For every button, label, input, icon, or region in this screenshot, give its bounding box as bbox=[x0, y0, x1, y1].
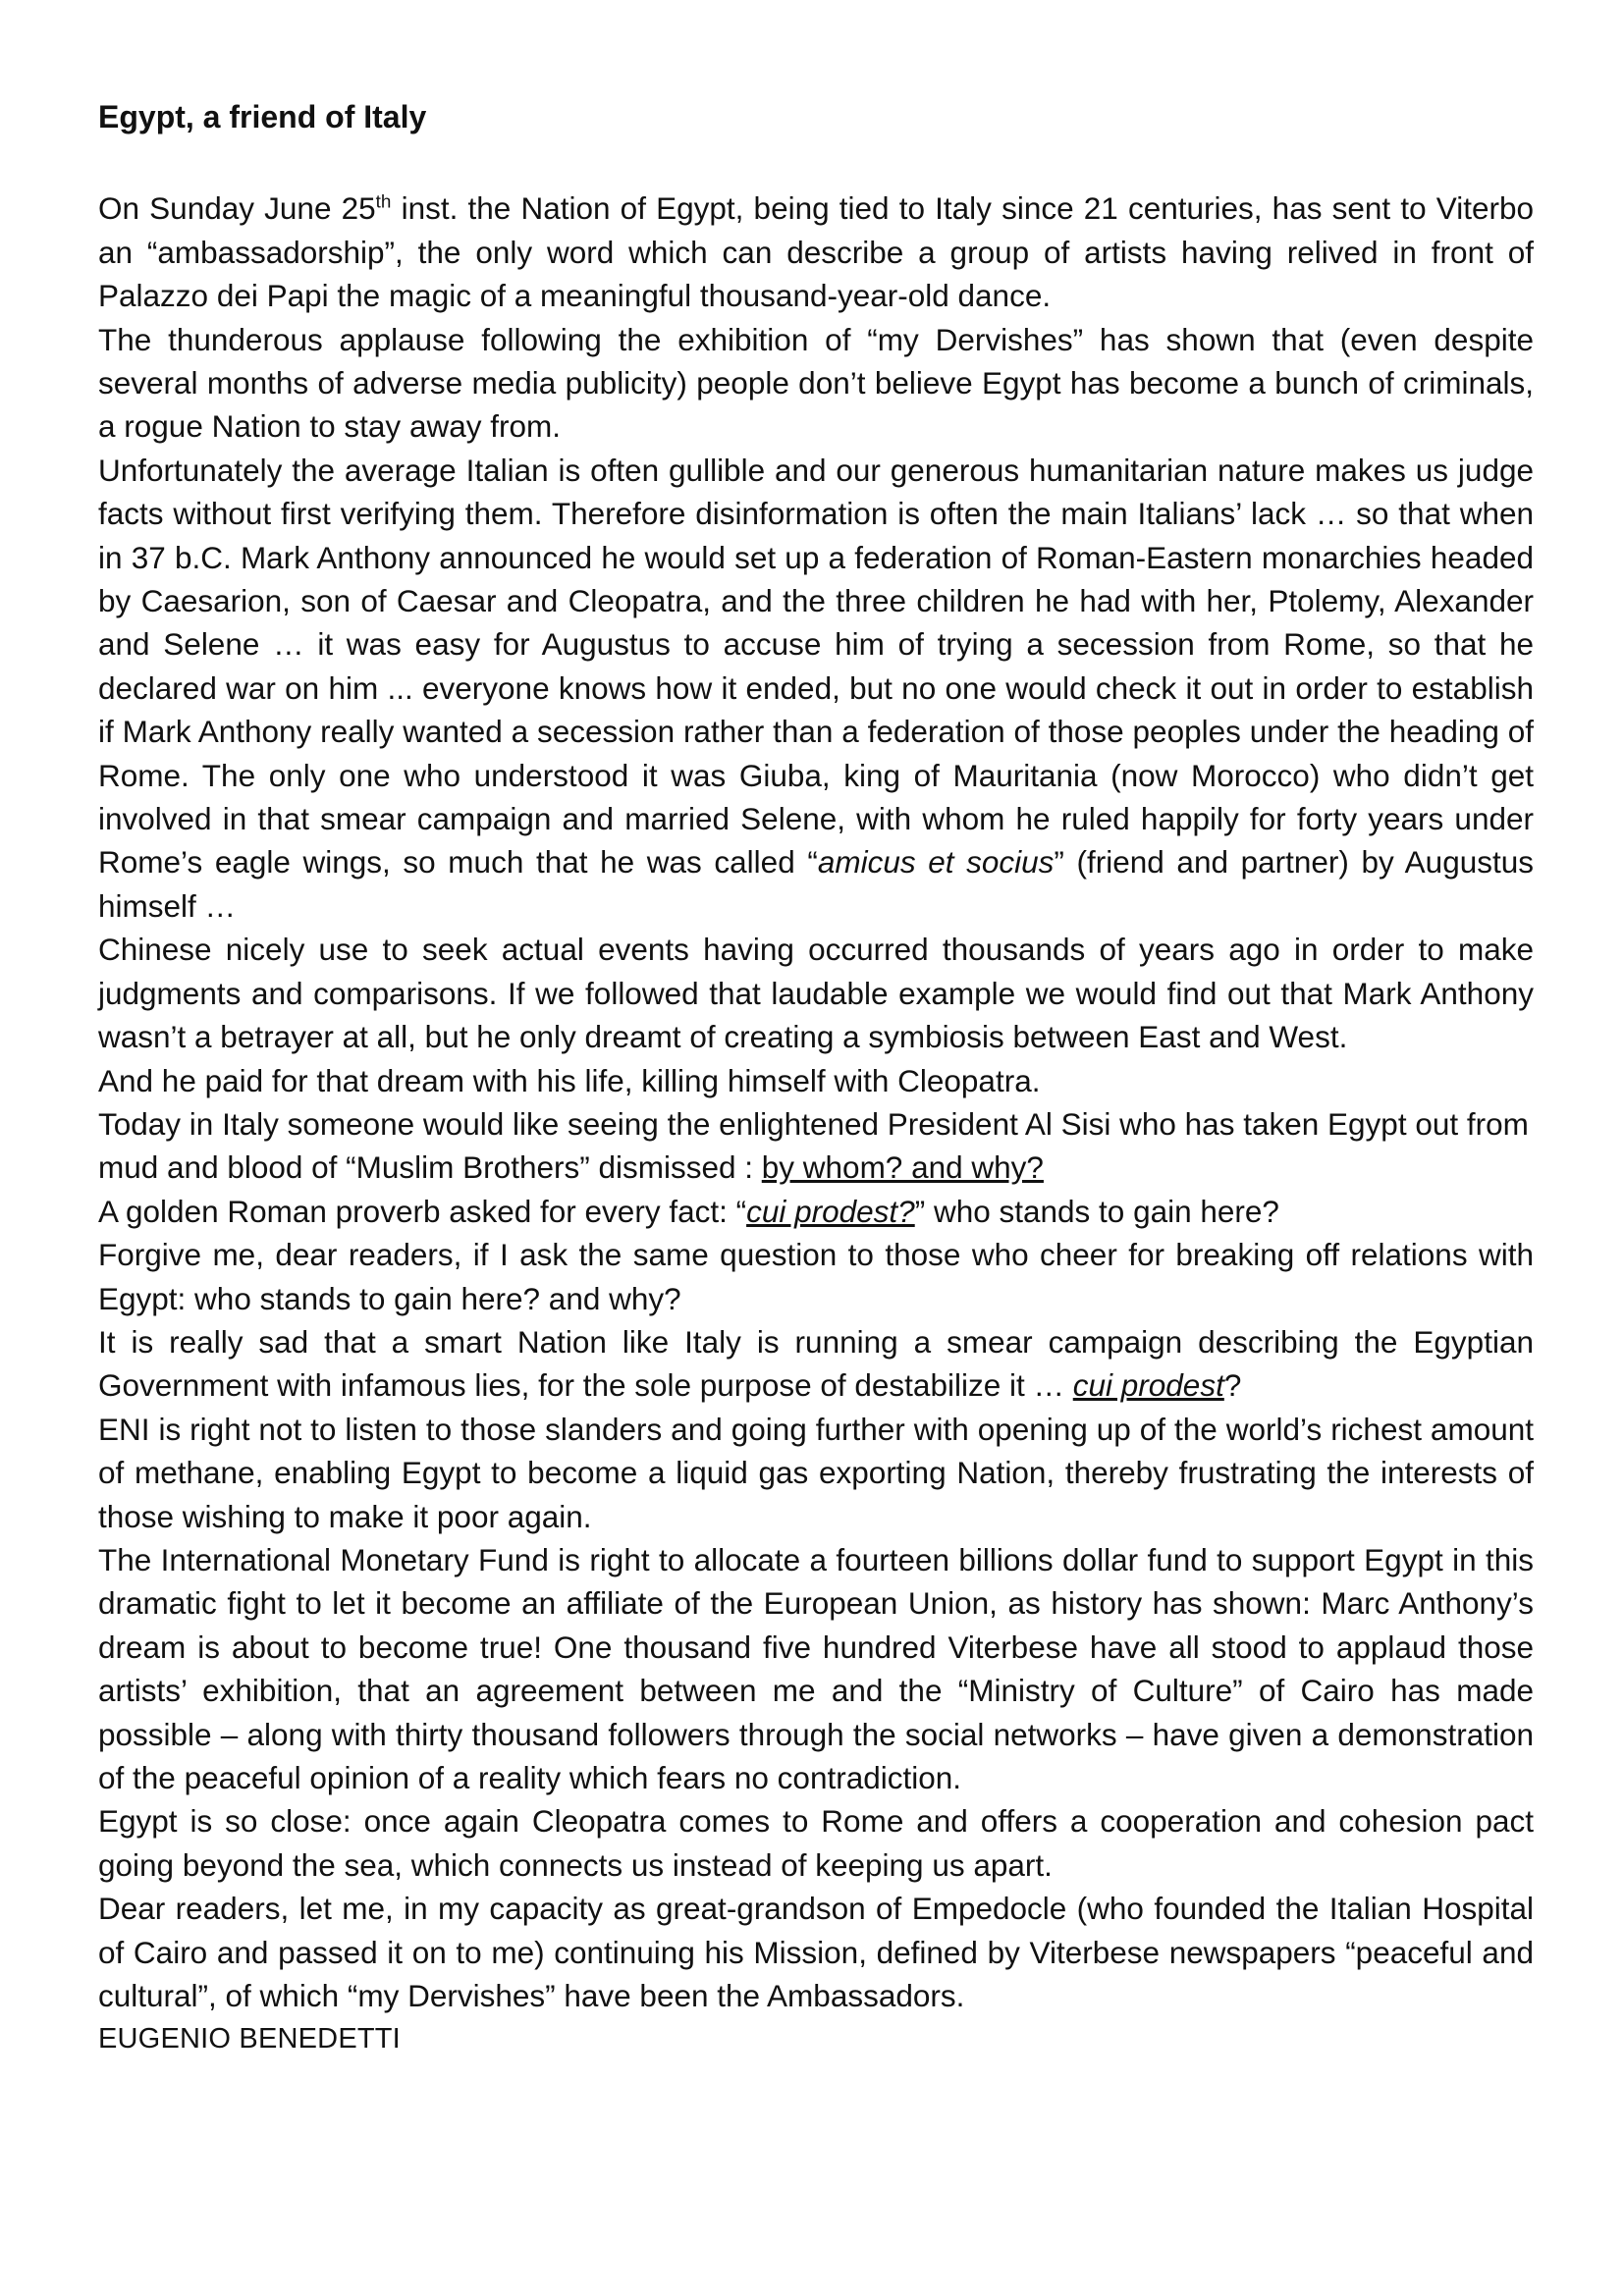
paragraph-1 bbox=[98, 187, 1534, 317]
paragraph-8: Forgive me, dear readers, if I ask the same question to those who cheer for breaking off relations with Egypt: who stands to gain here? and why? bbox=[98, 1237, 1534, 1316]
latin-question: cui prodest? bbox=[746, 1193, 915, 1229]
document-page bbox=[98, 98, 1534, 2061]
paragraph-3 bbox=[98, 449, 1534, 928]
paragraph-7-text: A golden Roman proverb asked for every fact: “ bbox=[98, 1193, 747, 1229]
paragraph-9 bbox=[98, 1320, 1534, 1408]
article-title: Egypt, a friend of Italy bbox=[98, 99, 427, 134]
paragraph-11: The International Monetary Fund is right to allocate a fourteen billions dollar fund to support Egypt in this dramatic fight to let it become an affiliate of the European Union, as history has shown: Marc Anthony’s dream is about to become true! One thousand five hundred Viterbese have all stood to applaud those artists’ exhibition, that an agreement between me and the “Ministry of Culture” of Cairo has made possible – along with thirty thousand followers through the social networks – have given a demonstration of the peaceful opinion of a reality which fears no contradiction. bbox=[98, 1541, 1534, 1796]
paragraph-9-text-end: ? bbox=[1223, 1367, 1242, 1404]
paragraph-12: Egypt is so close: once again Cleopatra comes to Rome and offers a cooperation and cohesion pact going beyond the sea, which connects us instead of keeping us apart. bbox=[98, 1803, 1534, 1883]
paragraph-5: And he paid for that dream with his life, killing himself with Cleopatra. bbox=[98, 1062, 1041, 1098]
paragraph-9-text: It is really sad that a smart Nation like Italy is running a smear campaign describing the Egyptian Government with infamous lies, for the sole purpose of destabilize it … bbox=[98, 1323, 1534, 1404]
paragraph-13: Dear readers, let me, in my capacity as great-grandson of Empedocle (who founded the Italian Hospital of Cairo and passed it on to me) continuing his Mission, defined by Viterbese newspapers “peaceful and cultural”, of which “my Dervishes” have been the Ambassadors. bbox=[98, 1891, 1534, 2014]
paragraph-6 bbox=[98, 1102, 1534, 1190]
paragraph-7-text-end: ” who stands to gain here? bbox=[914, 1193, 1279, 1229]
paragraph-3-text: Unfortunately the average Italian is often gullible and our generous humanitarian nature makes us judge facts without first verifying them. Therefore disinformation is often the main Italians’ lack … so that when in 37 b.C. Mark Anthony announced he would set up a federation of Roman-Eastern monarchies headed by Caesarion, son of Caesar and Cleopatra, and the three children he had with her, Ptolemy, Alexander and Selene … it was easy for Augustus to accuse him of trying a secession from Rome, so that he declared war on him ... everyone knows how it ended, but no one would check it out in order to establish if Mark Anthony really wanted a secession rather than a federation of those peoples under the heading of Rome. The only one who understood it was Giuba, king of Mauritania (now Morocco) who didn’t get involved in that smear campaign and married Selene, with whom he ruled happily for forty years under Rome’s eagle wings, so much that he was called “ bbox=[98, 452, 1534, 881]
ordinal-suffix: th bbox=[375, 191, 392, 213]
paragraph-1-text: On Sunday June 25 bbox=[98, 190, 376, 227]
underlined-question: by whom? and why? bbox=[761, 1149, 1044, 1186]
paragraph-2: The thunderous applause following the exhibition of “my Dervishes” has shown that (even despite several months of adverse media publicity) people don’t believe Egypt has become a bunch of criminals, a rogue Nation to stay away from. bbox=[98, 321, 1534, 445]
latin-phrase: amicus et socius bbox=[817, 844, 1055, 881]
paragraph-10: ENI is right not to listen to those slanders and going further with opening up of the world’s richest amount of methane, enabling Egypt to become a liquid gas exporting Nation, thereby frustrating the interests of those wishing to make it poor again. bbox=[98, 1411, 1534, 1534]
paragraph-7 bbox=[98, 1190, 1534, 1233]
latin-phrase-2: cui prodest bbox=[1072, 1367, 1224, 1404]
paragraph-6-text: Today in Italy someone would like seeing the enlightened President Al Sisi who has taken Egypt out from mud and blood of “Muslim Brothers” dismissed : bbox=[98, 1105, 1529, 1186]
paragraph-4: Chinese nicely use to seek actual events having occurred thousands of years ago in order to make judgments and comparisons. If we followed that laudable example we would find out that Mark Anthony wasn’t a betrayer at all, but he only dreamt of creating a symbiosis between East and West. bbox=[98, 932, 1534, 1055]
author-signature: EUGENIO BENEDETTI bbox=[98, 2023, 401, 2056]
paragraph-1-text-rest: inst. the Nation of Egypt, being tied to Italy since 21 centuries, has sent to Viterbo an “ambassadorship”, the only word which can describe a group of artists having relived in front of Palazzo dei Papi the magic of a meaningful thousand-year-old dance. bbox=[98, 190, 1534, 314]
paragraph-3-text-end: ” (friend and partner) by Augustus himself … bbox=[98, 844, 1534, 924]
